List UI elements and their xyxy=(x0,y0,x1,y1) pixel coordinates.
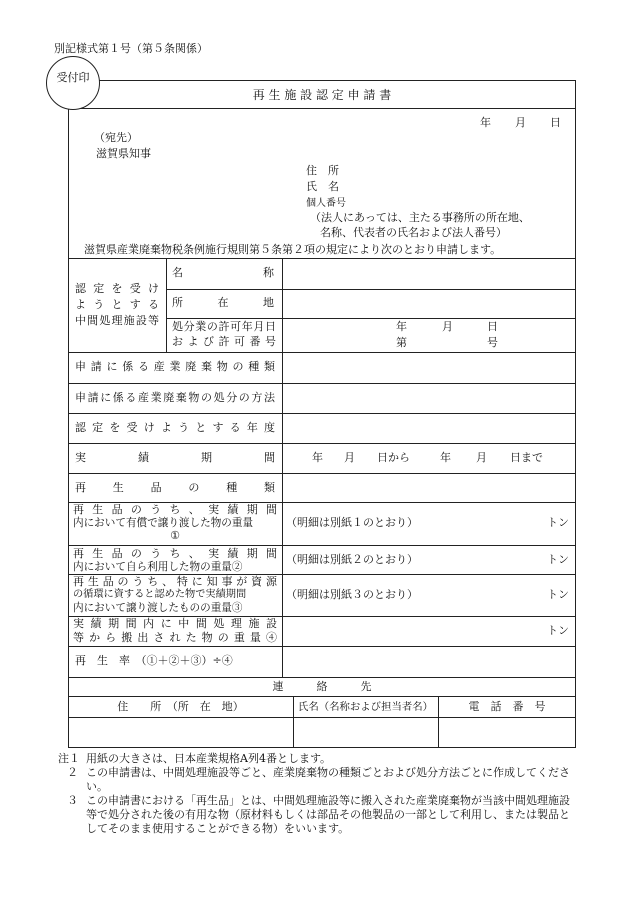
note-text: 用紙の大きさは、日本産業規格A列4番とします。 xyxy=(86,752,332,765)
applicant-note-2: 名称、代表者の氏名および法人番号） xyxy=(320,226,507,239)
note-item xyxy=(58,794,578,836)
note-text: この申請書は、中間処理施設等ごと、産業廃棄物の種類ごとおよび処分方法ごとに作成してください。 xyxy=(86,766,570,793)
contact-col-phone: 電 話 番 号 xyxy=(468,700,546,713)
addressee-name: 滋賀県知事 xyxy=(96,147,151,160)
weight3-detail: （明細は別紙３のとおり） xyxy=(286,588,418,601)
form-number: 別記様式第１号（第５条関係） xyxy=(54,42,208,55)
weight2-unit: トン xyxy=(547,553,569,566)
weight1-detail: （明細は別紙１のとおり） xyxy=(286,516,418,529)
weight4-label-2: 等から搬出された物の重量④ xyxy=(73,631,277,644)
facility-group-label-1: 認定を受け xyxy=(75,282,159,295)
facility-name-label: 名称 xyxy=(172,266,274,279)
facility-group-label-2: ようとする xyxy=(75,298,159,311)
weight4-unit: トン xyxy=(547,624,569,637)
weight1-label-3: ① xyxy=(170,529,180,542)
weight2-label-2: 内において自ら利用した物の重量② xyxy=(73,561,243,573)
recycling-rate-label: 再 生 率 （①＋②＋③）÷④ xyxy=(75,654,233,667)
product-type-label: 再生品の種類 xyxy=(75,481,275,494)
period-from: 日から xyxy=(377,451,410,464)
applicant-address-label: 住 所 xyxy=(306,164,339,177)
note-number: ２ xyxy=(67,766,78,779)
period-year-1: 年 xyxy=(312,451,323,464)
weight3-label-3: 内において譲り渡したものの重量③ xyxy=(73,602,243,614)
application-statement: 滋賀県産業廃棄物税条例施行規則第５条第２項の規定により次のとおり申請します。 xyxy=(84,243,502,256)
date-month: 月 xyxy=(515,116,526,129)
date-year: 年 xyxy=(480,116,491,129)
weight4-label-1: 実績期間内に中間処理施設 xyxy=(73,617,277,630)
disposal-method-label: 申請に係る産業廃棄物の処分の方法 xyxy=(75,391,275,404)
facility-group-label-3: 中間処理施設等 xyxy=(75,314,159,327)
weight2-detail: （明細は別紙２のとおり） xyxy=(286,553,418,566)
facility-location-label: 所在地 xyxy=(172,296,274,309)
note-item xyxy=(58,766,578,794)
reception-stamp-label: 受付印 xyxy=(56,71,90,84)
cert-year-label: 認定を受けようとする年度 xyxy=(75,421,275,434)
contact-col-address: 住 所 （所 在 地） xyxy=(117,700,244,713)
period-label: 実績期間 xyxy=(75,451,275,464)
date-day: 日 xyxy=(550,116,561,129)
note-number: 注１ xyxy=(58,752,80,765)
permit-year: 年 xyxy=(396,320,407,333)
weight3-label-1: 再生品のうち、特に知事が資源 xyxy=(73,575,277,588)
permit-no-suffix: 号 xyxy=(487,336,498,349)
contact-header: 連 絡 先 xyxy=(272,680,372,693)
weight1-label-2: 内において有償で譲り渡した物の重量 xyxy=(73,517,254,529)
weight2-label-1: 再生品のうち、実績期間 xyxy=(73,547,277,560)
period-month-1: 月 xyxy=(344,451,355,464)
waste-type-label: 申請に係る産業廃棄物の種類 xyxy=(75,360,275,373)
permit-no-prefix: 第 xyxy=(396,336,407,349)
period-month-2: 月 xyxy=(476,451,487,464)
permit-label-1: 処分業の許可年月日 xyxy=(172,320,276,333)
form-title: 再 生 施 設 認 定 申 請 書 xyxy=(252,88,392,102)
permit-label-2: および許可番号 xyxy=(172,335,276,348)
reception-stamp xyxy=(46,56,100,110)
addressee-label: （宛先） xyxy=(94,131,138,144)
weight1-label-1: 再生品のうち、実績期間 xyxy=(73,503,277,516)
applicant-name-label: 氏 名 xyxy=(306,180,339,193)
note-item xyxy=(58,752,578,766)
contact-col-name: 氏名（名称および担当者名） xyxy=(297,701,434,713)
period-year-2: 年 xyxy=(440,451,451,464)
note-number: ３ xyxy=(67,794,78,807)
period-to: 日まで xyxy=(510,451,543,464)
applicant-id-label: 個人番号 xyxy=(306,198,346,209)
permit-day: 日 xyxy=(487,320,498,333)
weight3-label-2: の循環に資すると認めた物で実績期間 xyxy=(73,589,247,600)
weight1-unit: トン xyxy=(547,516,569,529)
applicant-note-1: （法人にあっては、主たる事務所の所在地、 xyxy=(310,211,530,224)
permit-month: 月 xyxy=(442,320,453,333)
notes xyxy=(58,752,578,836)
note-text: この申請書における「再生品」とは、中間処理施設等に搬入された産業廃棄物が当該中間処理施設等で処分された後の有用な物（原材料もしくは部品その他製品の一部として利用し、または製品としてそのまま使用することができる物）をいいます。 xyxy=(86,794,570,835)
weight3-unit: トン xyxy=(547,588,569,601)
